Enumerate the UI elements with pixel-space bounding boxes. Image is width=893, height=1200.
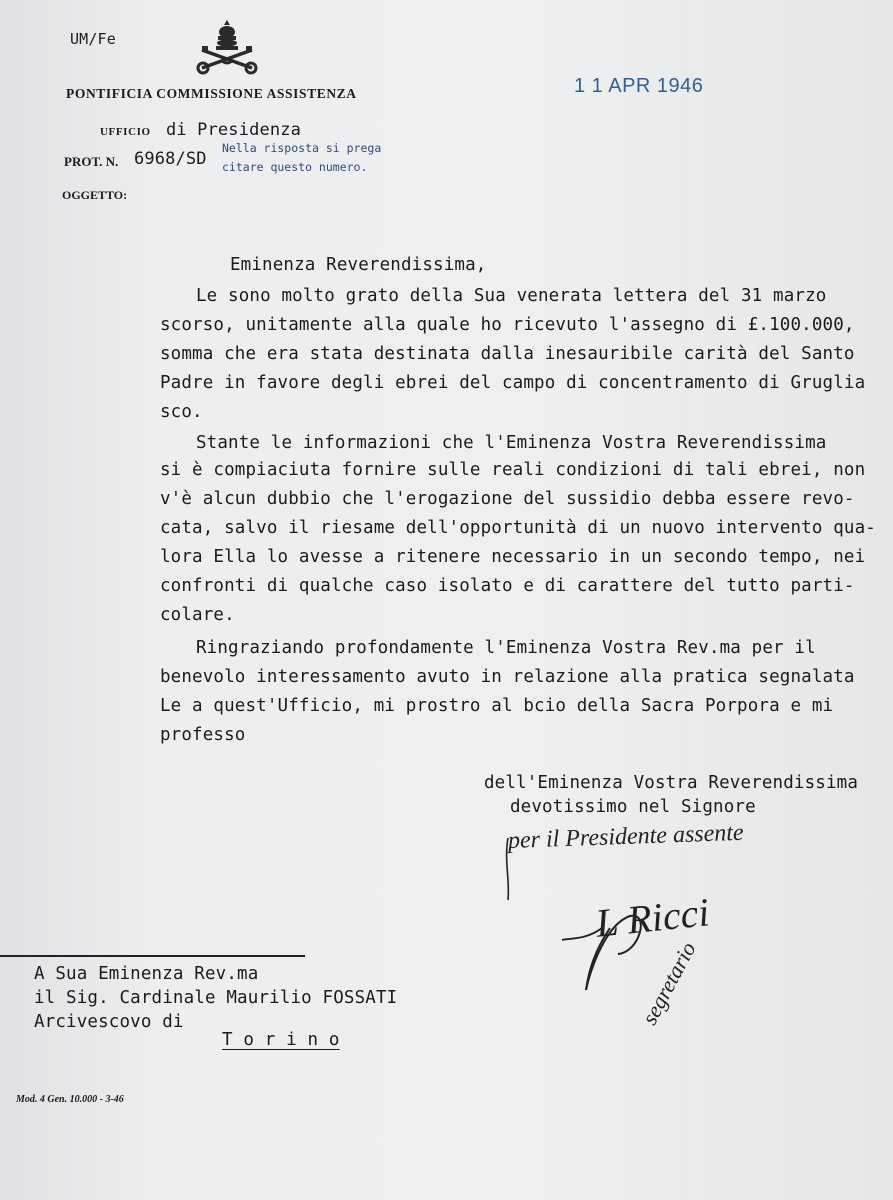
body-line: scorso, unitamente alla quale ho ricevuto l'assegno di £.100.000, <box>160 315 855 335</box>
recipient-city: T o r i n o <box>222 1030 340 1050</box>
recipient-line-1: A Sua Eminenza Rev.ma <box>34 964 259 984</box>
handwritten-note: per il Presidente assente <box>507 819 745 854</box>
form-code: Mod. 4 Gen. 10.000 - 3-46 <box>16 1094 124 1105</box>
body-line: Stante le informazioni che l'Eminenza Vostra Reverendissima <box>196 433 827 453</box>
body-line: Padre in favore degli ebrei del campo di concentramento di Gruglia <box>160 373 866 393</box>
date-stamp: 1 1 APR 1946 <box>574 75 704 97</box>
recipient-line-3: Arcivescovo di <box>34 1012 184 1032</box>
protocol-label: PROT. N. <box>64 154 119 169</box>
body-line: si è compiaciuta fornire sulle reali condizioni di tali ebrei, non <box>160 460 866 480</box>
recipient-line-2: il Sig. Cardinale Maurilio FOSSATI <box>34 988 398 1008</box>
signature-name: L Ricci <box>593 889 712 946</box>
protocol-number: 6968/SD <box>134 149 207 169</box>
papal-emblem-icon <box>196 16 258 78</box>
body-line: professo <box>160 725 246 745</box>
body-line: cata, salvo il riesame dell'opportunità di un nuovo intervento qua- <box>160 518 876 538</box>
recipient-divider <box>0 955 305 957</box>
protocol-note-line1: Nella risposta si prega <box>222 141 382 155</box>
subject-label: OGGETTO: <box>62 188 128 202</box>
body-line: colare. <box>160 605 235 625</box>
body-line: lora Ella lo avesse a ritenere necessario in un secondo tempo, nei <box>160 547 866 567</box>
body-line: benevolo interessamento avuto in relazione alla pratica segnalata <box>160 667 855 687</box>
office-label: UFFICIO <box>100 126 151 138</box>
body-line: confronti di qualche caso isolato e di carattere del tutto parti- <box>160 576 855 596</box>
closing-line-1: dell'Eminenza Vostra Reverendissima <box>484 773 859 793</box>
organization-name: PONTIFICIA COMMISSIONE ASSISTENZA <box>66 86 357 101</box>
body-line: sco. <box>160 402 203 422</box>
protocol-note-line2: citare questo numero. <box>222 160 368 174</box>
body-line: Ringraziando profondamente l'Eminenza Vostra Rev.ma per il <box>196 638 816 658</box>
body-line: v'è alcun dubbio che l'erogazione del sussidio debba essere revo- <box>160 489 855 509</box>
reference-code: UM/Fe <box>70 30 116 48</box>
closing-line-2: devotissimo nel Signore <box>510 797 756 817</box>
salutation: Eminenza Reverendissima, <box>230 255 487 275</box>
body-line: Le sono molto grato della Sua venerata lettera del 31 marzo <box>196 286 827 306</box>
office-name: di Presidenza <box>166 120 302 140</box>
body-line: somma che era stata destinata dalla inesauribile carità del Santo <box>160 344 855 364</box>
body-line: Le a quest'Ufficio, mi prostro al bcio della Sacra Porpora e mi <box>160 696 834 716</box>
signature-title: segretario <box>636 937 701 1029</box>
